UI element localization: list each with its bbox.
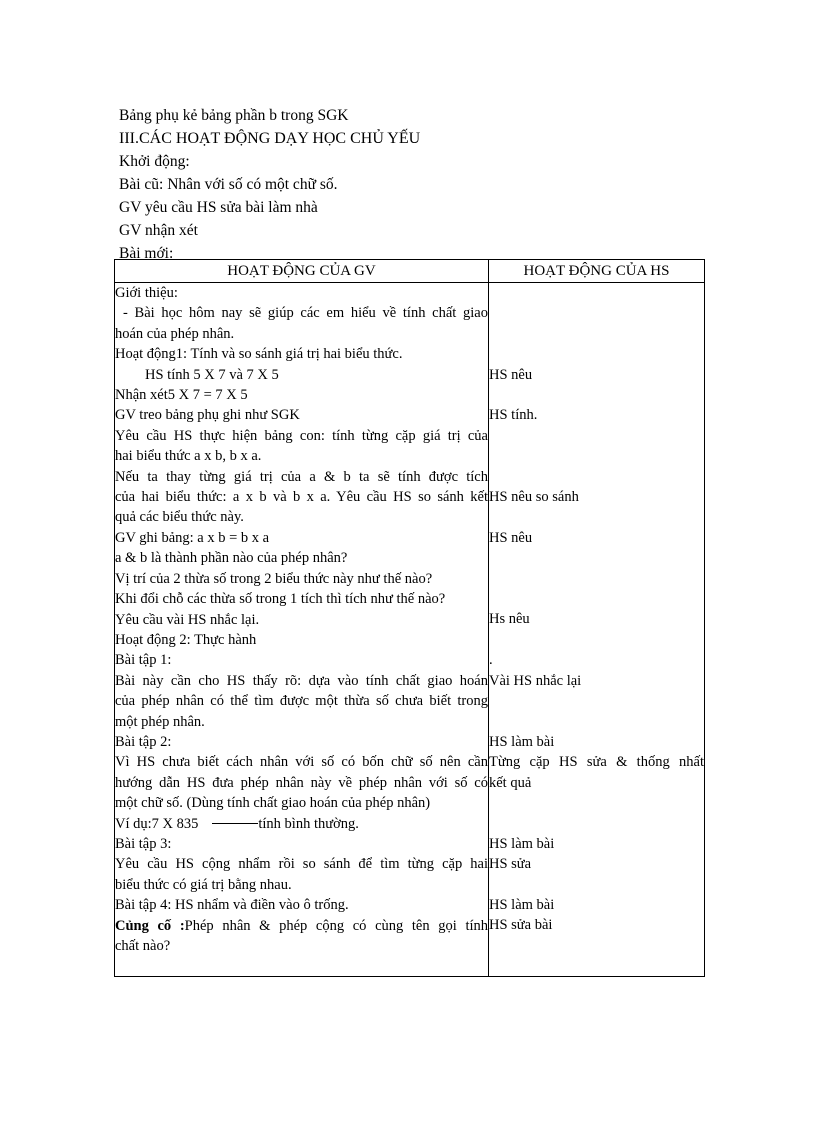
hs-spacer <box>489 507 704 527</box>
warmup-heading: Khởi động: <box>119 153 190 170</box>
consolidation-question: Phép nhân & phép cộng có cùng tên gọi tính <box>184 917 488 934</box>
hs-line: HS sửa bài <box>489 917 553 934</box>
hs-line: HS làm bài <box>489 733 555 750</box>
hs-spacer <box>489 303 704 323</box>
gv-line: Bài này cần cho HS thấy rõ: dựa vào tính chất giao hoán <box>115 672 488 689</box>
gv-line: một chữ số. (Dùng tính chất giao hoán của phép nhân) <box>115 795 431 812</box>
gv-line: quả các biểu thức này. <box>115 509 244 526</box>
hs-spacer <box>489 446 704 466</box>
hs-spacer <box>489 711 704 731</box>
hs-spacer <box>489 569 704 589</box>
hs-spacer <box>489 344 704 364</box>
gv-line: Giới thiệu: <box>115 285 178 301</box>
student-activities-cell <box>489 283 705 977</box>
table-row <box>115 283 705 977</box>
consolidation-label: Củng cố : <box>115 917 185 934</box>
gv-line: hoán của phép nhân. <box>115 325 235 342</box>
gv-line: a & b là thành phần nào của phép nhân? <box>115 550 348 567</box>
hs-spacer <box>489 793 704 813</box>
example-note: tính bình thường. <box>258 815 359 832</box>
gv-line: Hoạt động1: Tính và so sánh giá trị hai biểu thức. <box>115 346 403 363</box>
gv-line: Vị trí của 2 thừa số trong 2 biểu thức này như thế nào? <box>115 570 433 587</box>
hs-spacer <box>489 813 704 833</box>
teacher-comment-line: GV nhận xét <box>119 222 198 239</box>
gv-line: một phép nhân. <box>115 713 205 730</box>
gv-line: của hai biểu thức: a x b và b x a. Yêu cầu HS so sánh kết <box>115 489 488 506</box>
gv-line: hai biểu thức a x b, b x a. <box>115 448 262 465</box>
hs-line: HS nêu <box>489 529 533 546</box>
gv-line: Nếu ta thay từng giá trị của a & b ta sẽ tính được tích <box>115 468 488 485</box>
example-expression: Ví dụ:7 X 835 <box>115 815 199 832</box>
hs-line: HS làm bài <box>489 835 555 852</box>
intro-section <box>119 104 709 265</box>
example-line <box>115 814 488 834</box>
gv-line: Yêu cầu HS cộng nhẩm rồi so sánh để tìm từng cặp hai <box>115 856 488 873</box>
homework-check-line: GV yêu cầu HS sửa bài làm nhà <box>119 199 318 216</box>
student-column-header: HOẠT ĐỘNG CỦA HS <box>489 260 705 283</box>
hs-line: Hs nêu <box>489 611 530 628</box>
gv-line: biểu thức có giá trị bằng nhau. <box>115 876 292 893</box>
hs-spacer <box>489 467 704 487</box>
gv-line: Bài tập 2: <box>115 733 172 750</box>
hs-line: HS làm bài <box>489 896 555 913</box>
teacher-column-header: HOẠT ĐỘNG CỦA GV <box>115 260 489 283</box>
gv-line: Hoạt động 2: Thực hành <box>115 631 257 648</box>
hs-line: HS tính. <box>489 407 538 424</box>
table-header-row <box>115 260 705 283</box>
gv-line: Khi đổi chỗ các thừa số trong 1 tích thì tích như thế nào? <box>115 591 446 608</box>
gv-line: GV treo bảng phụ ghi như SGK <box>115 407 300 424</box>
gv-line: chất nào? <box>115 938 171 954</box>
arrow-connector <box>212 823 258 824</box>
hs-line: HS nêu so sánh <box>489 488 579 505</box>
gv-line: Vì HS chưa biết cách nhân với số có bốn chữ số nên cần <box>115 754 488 771</box>
hs-line: HS nêu <box>489 366 533 383</box>
new-lesson-heading: Bài mới: <box>119 245 174 262</box>
old-lesson-line: Bài cũ: Nhân với số có một chữ số. <box>119 176 338 193</box>
hs-line: Từng cặp HS sửa & thống nhất <box>489 754 704 771</box>
gv-line: hướng dẫn HS đưa phép nhân này về phép nhân với số có <box>115 774 488 791</box>
hs-line: Vài HS nhắc lại <box>489 672 582 689</box>
hs-line: HS sửa <box>489 856 532 873</box>
gv-line: - Bài học hôm nay sẽ giúp các em hiểu về tính chất giao <box>123 305 488 322</box>
activities-table <box>114 259 705 977</box>
hs-spacer <box>489 691 704 711</box>
hs-spacer <box>489 385 704 405</box>
gv-line: của phép nhân có thể tìm được một thừa số chưa biết trong <box>115 693 488 710</box>
hs-line: . <box>489 652 493 669</box>
hs-spacer <box>489 548 704 568</box>
gv-line: Bài tập 4: HS nhẩm và điền vào ô trống. <box>115 897 349 914</box>
gv-line: Bài tập 3: <box>115 835 172 852</box>
hs-line: kết quả <box>489 774 532 791</box>
consolidation-line <box>115 916 488 936</box>
gv-line: HS tính 5 X 7 và 7 X 5 <box>145 366 279 383</box>
hs-spacer <box>489 589 704 609</box>
materials-line: Bảng phụ kẻ bảng phần b trong SGK <box>119 107 349 124</box>
gv-line: Yêu cầu HS thực hiện bảng con: tính từng cặp giá trị của <box>115 427 488 444</box>
section-heading: III.CÁC HOẠT ĐỘNG DẠY HỌC CHỦ YẾU <box>119 130 421 147</box>
teacher-activities-cell <box>115 283 489 977</box>
hs-spacer <box>489 875 704 895</box>
gv-line: Bài tập 1: <box>115 652 172 669</box>
hs-spacer <box>489 426 704 446</box>
hs-spacer <box>489 630 704 650</box>
gv-line: Yêu cầu vài HS nhắc lại. <box>115 611 260 628</box>
hs-spacer <box>489 283 704 303</box>
hs-spacer <box>489 324 704 344</box>
gv-line: GV ghi bảng: a x b = b x a <box>115 529 270 546</box>
gv-line: Nhận xét5 X 7 = 7 X 5 <box>115 387 248 404</box>
